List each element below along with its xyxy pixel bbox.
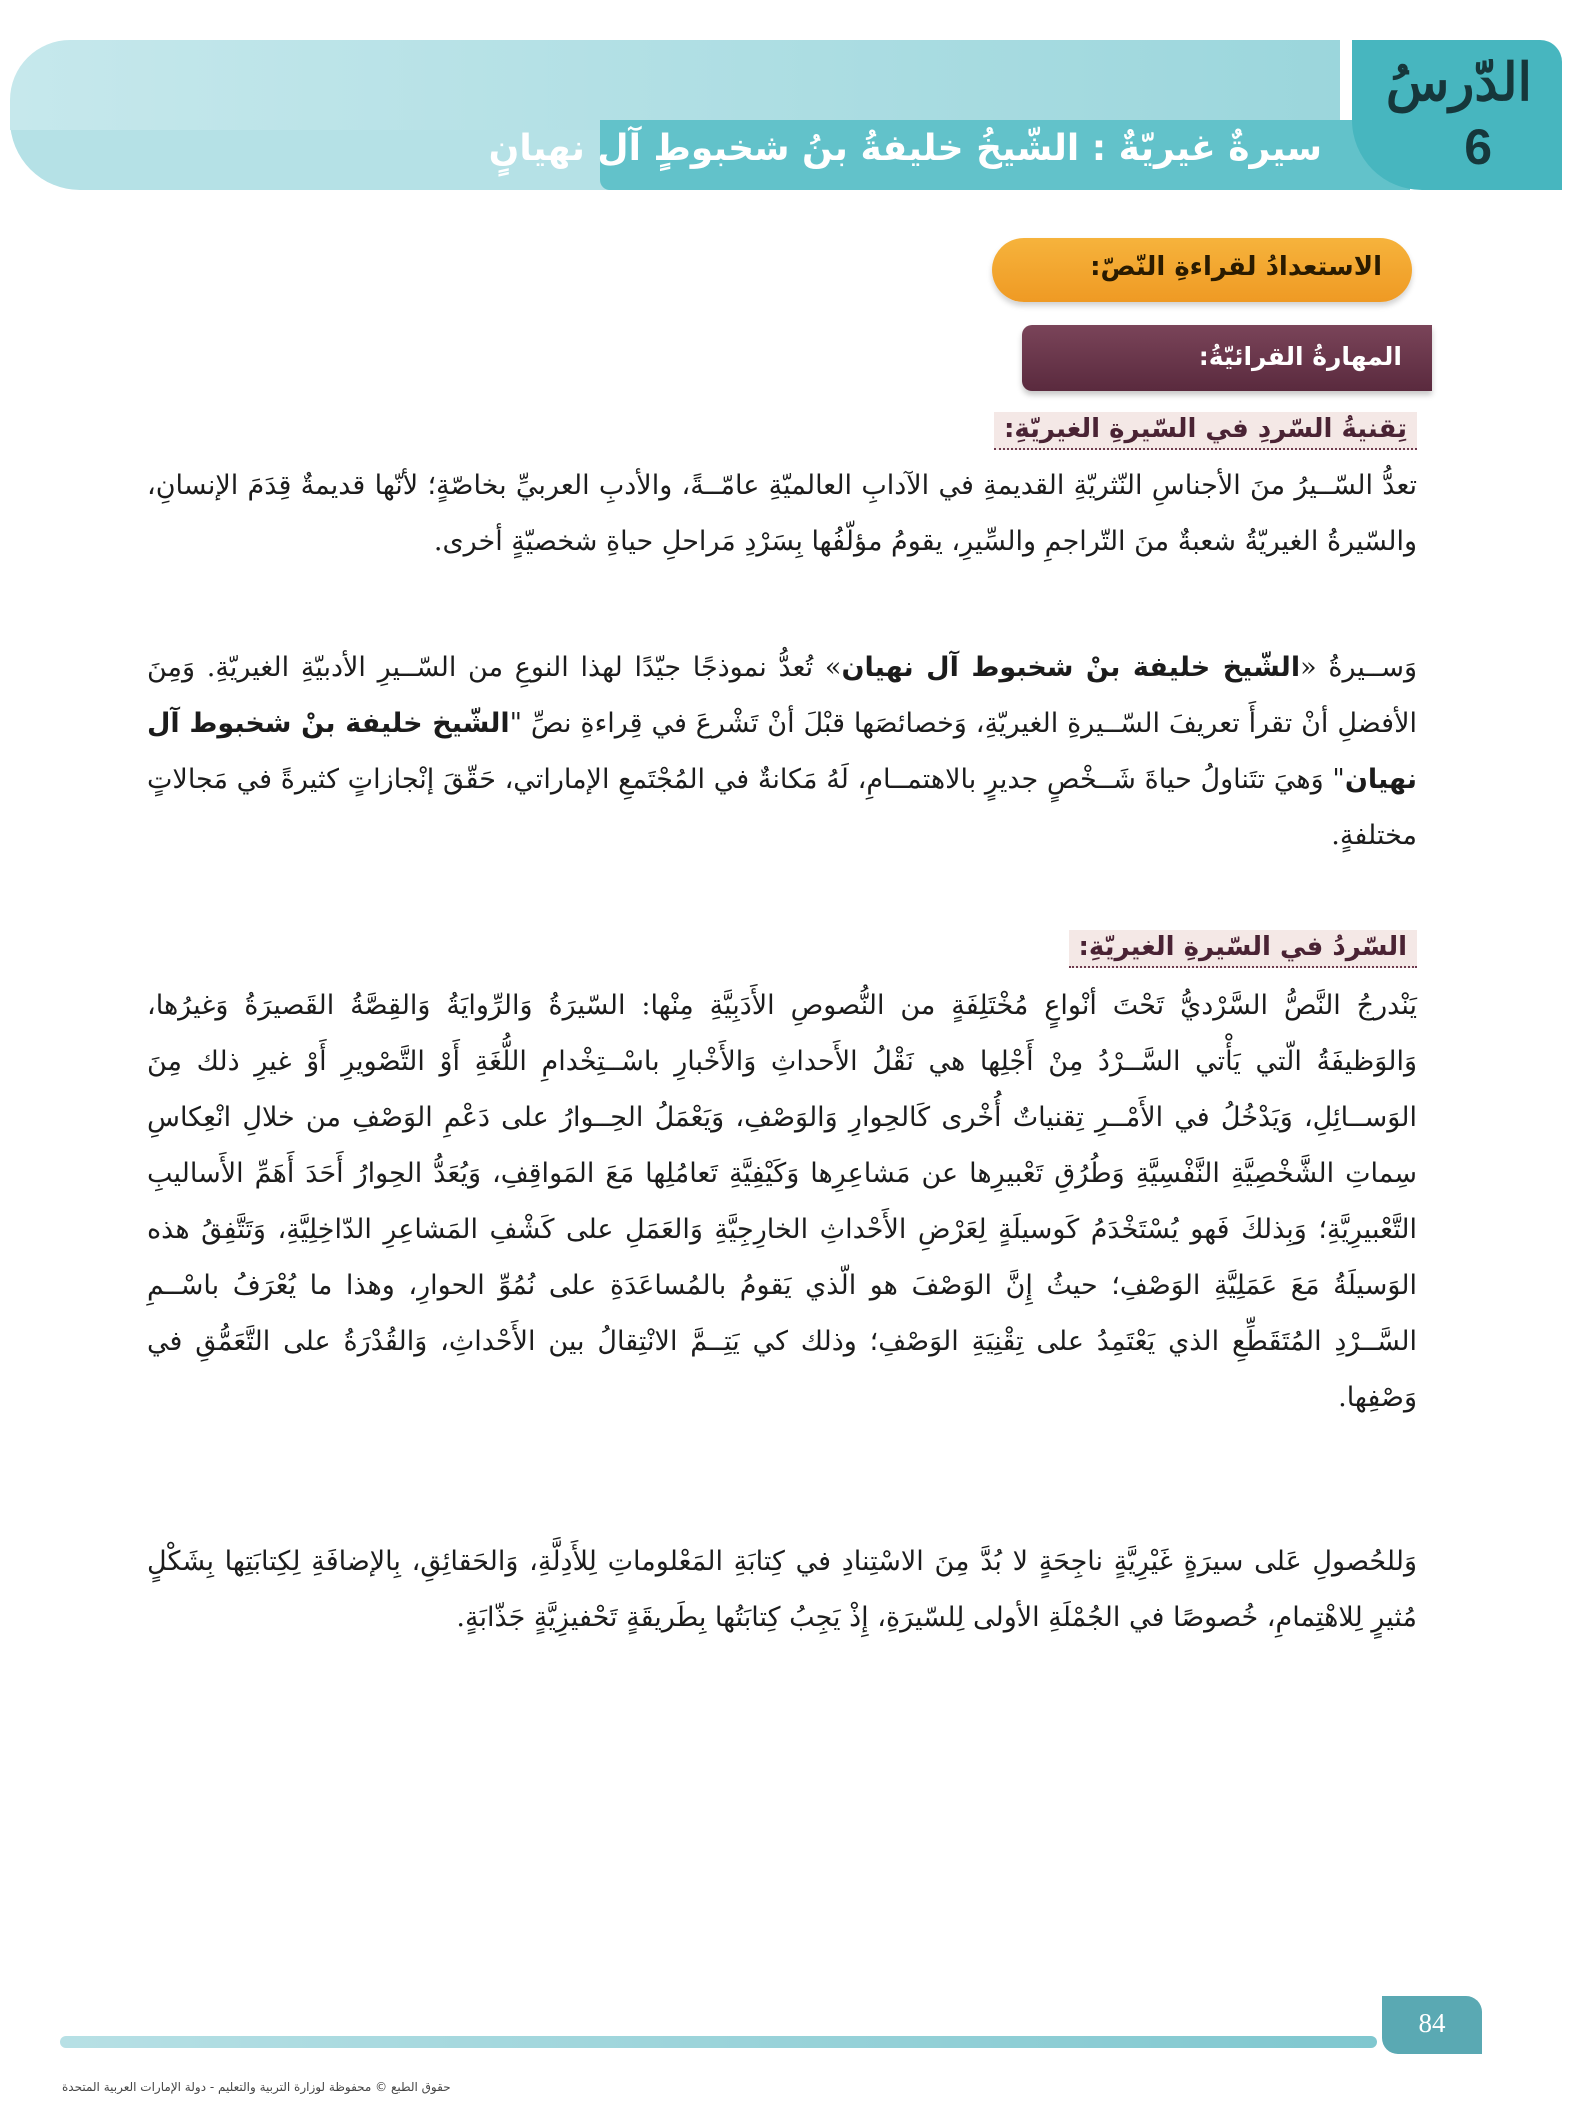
section-pill-reading-prep <box>992 238 1412 302</box>
lesson-label: الدّرسُ <box>1385 52 1532 113</box>
lesson-number: 6 <box>1464 119 1492 175</box>
paragraph-biography-text-2: » تُعدُّ نموذجًا جيّدًا لهذا النوعِ من السّــيرِ الأدبيّةِ الغيريّةِ. وَمِنَ الأفضلِ أنْ تقرأَ تعريفَ السّــيرةِ الغيريّةِ، وَخصائصَها قبْلَ أنْ تَشْرعَ في قِراءةِ نصِّ " <box>147 652 1417 739</box>
paragraph-conclusion: وَللحُصولِ عَلى سيرَةٍ غَيْرِيَّةٍ ناجِحَةٍ لا بُدَّ مِنَ الاسْتِنادِ في كِتابَةِ المَعْلوماتِ لِلأَدِلَّةِ، وَالحَقائِقِ، بِالإضافَةِ لِكِتابَتِها بِشَكْلٍ مُثيرٍ لِلاهْتِمامِ، خُصوصًا في الجُمْلَةِ الأولى لِلسّيرَةِ، إِذْ يَجِبُ كِتابَتُها بِطَريقَةٍ تَحْفيزِيَّةٍ جَذّابَةٍ. <box>147 1546 1417 1633</box>
section-pill-reading-prep-label: الاستعدادُ لقراءةِ النّصّ: <box>1090 252 1382 282</box>
header-banner-mid <box>10 40 1340 130</box>
biography-subject-name-2: الشّيخ خليفة بنْ شخبوط آل نهيان <box>147 708 1417 795</box>
section-pill-reading-skill-label: المهارةُ القرائيّةُ: <box>1198 342 1402 371</box>
page-number: 84 <box>1418 2008 1446 2038</box>
lesson-title: سيرةٌ غيريّةٌ : الشّيخُ خليفةُ بنُ شخبوطٍ آل نهيانٍ <box>488 128 1322 169</box>
section-pill-reading-skill <box>1022 325 1432 391</box>
paragraph-biography <box>147 640 1417 864</box>
footer-rule <box>60 2036 1377 2048</box>
subheading-narrative: السّردُ في السّيرةِ الغيريّةِ: <box>1069 930 1417 968</box>
biography-subject-name: الشّيخ خليفة بنْ شخبوط آل نهيان <box>841 652 1301 683</box>
paragraph-narrative: يَنْدرجُ النَّصُّ السَّرْديُّ تَحْتَ أنْواعٍ مُخْتَلِفَةٍ من النُّصوصِ الأَدَبِيَّةِ مِنْها: السّيرَةُ وَالرِّوايَةُ وَالقِصَّةُ القَصيرَةُ وَغيرُها، وَالوَظيفَةُ الّتي يَأْتي السَّــرْدُ مِنْ أَجْلِها هي نَقْلُ الأَحداثِ وَالأَخْبارِ باسْــتِخْدامِ اللُّغَةِ أَوْ التَّصْويرِ أَوْ غيرِ ذلك مِنَ الوَســائِلِ، وَيَدْخُلُ في الأَمْــرِ تِقنياتٌ أُخْرى كَالحِوارِ وَالوَصْفِ، وَيَعْمَلُ الحِــوارُ على دَعْمِ الوَصْفِ من خلالِ انْعِكاسِ سِماتِ الشَّخْصِيَّةِ النَّفْسِيَّةِ وَطُرُقِ تَعْبيرِها عن مَشاعِرِها وَكَيْفِيَّةِ تَعامُلِها مَعَ المَواقِفِ، وَيُعَدُّ الحِوارُ أَحَدَ أَهَمِّ الأَساليبِ التَّعْبيرِيَّةِ؛ وَبِذلكَ فَهو يُسْتَخْدَمُ كَوسيلَةٍ لِعَرْضِ الأَحْداثِ الخارِجِيَّةِ وَالعَمَلِ على كَشْفِ المَشاعِرِ الدّاخِلِيَّةِ، وَتَتَّفِقُ هذه الوَسيلَةُ مَعَ عَمَلِيَّةِ الوَصْفِ؛ حيثُ إِنَّ الوَصْفَ هو الّذي يَقومُ بالمُساعَدَةِ على نُمُوِّ الحوارِ، وهذا ما يُعْرَفُ باسْــمِ السَّــرْدِ المُتَقَطِّعِ الذي يَعْتَمِدُ على تِقْنِيَةِ الوَصْفِ؛ وذلك كي يَتِــمَّ الانْتِقالُ بين الأَحْداثِ، وَالقُدْرَةُ على التَّعَمُّقِ في وَصْفِها. <box>147 990 1417 1413</box>
page-number-tab <box>1382 1996 1482 2054</box>
paragraph-biography-text-3: " وَهيَ تتَناولُ حياةَ شَــخْصٍ جديرٍ بالاهتمــامِ، لَهُ مَكانةٌ في المُجْتَمعِ الإماراتي، حَقّقَ إنْجازاتٍ كثيرةً في مَجالاتٍ مختلفةٍ. <box>147 764 1417 851</box>
paragraph-intro: تعدُّ السّــيرُ منَ الأجناسِ النّثريّةِ القديمةِ في الآدابِ العالميّةِ عامّــةً، والأدبِ العربيِّ بخاصّةٍ؛ لأنّها قديمةٌ قِدَمَ الإنسانِ، والسّيرةُ الغيريّةُ شعبةٌ منَ التّراجمِ والسِّيرِ، يقومُ مؤلّفُها بِسَرْدِ مَراحلِ حياةِ شخصيّةٍ أخرى. <box>147 470 1417 557</box>
copyright-notice: حقوق الطبع © محفوظة لوزارة التربية والتعليم - دولة الإمارات العربية المتحدة <box>62 2080 451 2094</box>
subheading-narrative-technique: تِقنيةُ السّردِ في السّيرةِ الغيريّةِ: <box>994 412 1417 450</box>
paragraph-biography-text-1: وَســيرةُ « <box>1300 652 1417 683</box>
